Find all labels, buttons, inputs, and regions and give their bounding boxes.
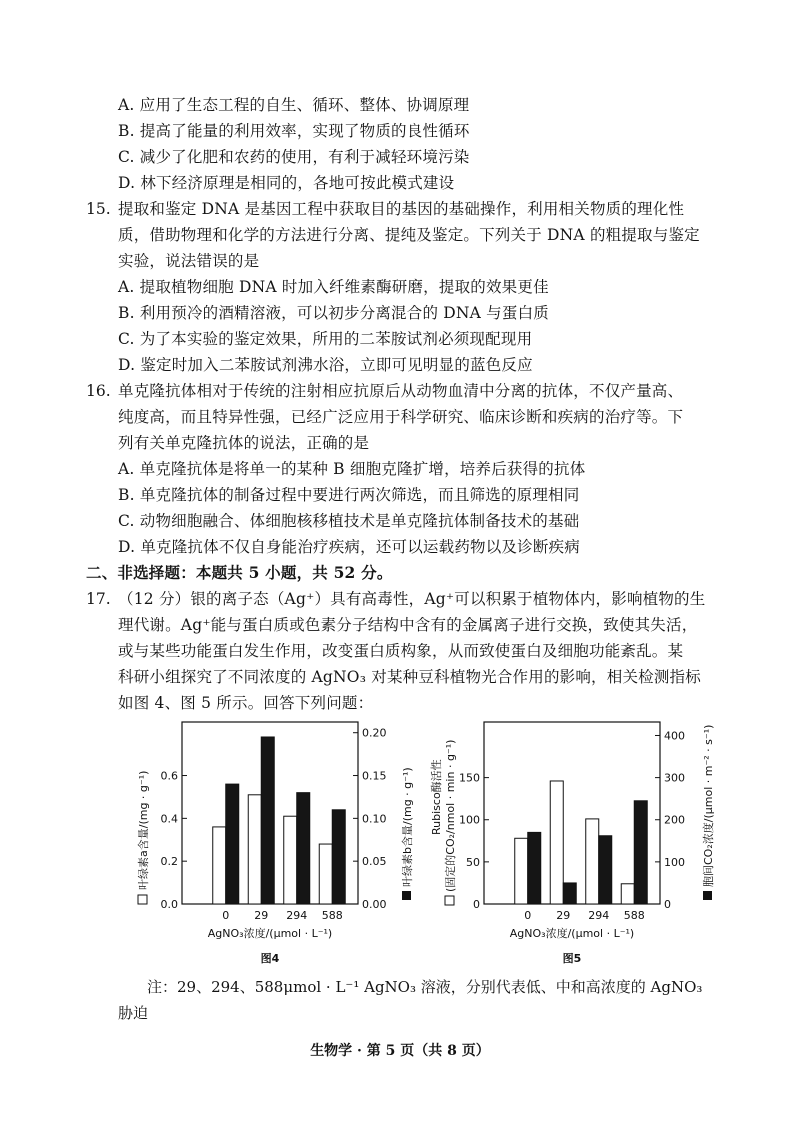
note-line-2: 胁迫 xyxy=(118,1004,149,1022)
q16-option-c: C. 动物细胞融合、体细胞核移植技术是单克隆抗体制备技术的基础 xyxy=(118,512,580,530)
fig5-left-ylabel-group xyxy=(429,740,457,905)
fig5-bar-left-0 xyxy=(515,838,528,904)
fig4-left-tick-label: 0.6 xyxy=(160,769,178,783)
q15-number: 15. xyxy=(86,200,111,218)
fig4-legend-black xyxy=(402,891,411,900)
fig4-left-tick-label: 0.4 xyxy=(160,812,178,826)
q17-stem-2: 理代谢。Ag⁺能与蛋白质或色素分子结构中含有的金属离子进行交换，致使其失活， xyxy=(118,616,698,634)
q15-stem-1: 提取和鉴定 DNA 是基因工程中获取目的基因的基础操作，利用相关物质的理化性 xyxy=(118,200,685,218)
fig5-left-ylabel: (固定的CO₂/nmol · min · g⁻¹) xyxy=(444,739,457,892)
fig4-bar-left-29 xyxy=(248,795,261,904)
fig4-left-tick-label: 0.2 xyxy=(160,855,178,869)
fig4-right-tick-label: 0.20 xyxy=(362,726,387,740)
fig5-left-tick-label: 150 xyxy=(459,771,480,785)
fig4-right-ylabel: 叶绿素b含量/(mg · g⁻¹) xyxy=(401,767,414,887)
fig4-category-label: 294 xyxy=(286,909,308,922)
fig4-bar-left-0 xyxy=(213,827,226,904)
fig4-xlabel: AgNO₃浓度/(μmol · L⁻¹) xyxy=(207,927,333,940)
fig5-left-tick-label: 0 xyxy=(473,898,480,911)
fig5-right-ylabel: 胞间CO₂浓度/(μmol · m⁻² · s⁻¹) xyxy=(702,724,715,887)
q16-stem-2: 纯度高，而且特异性强，已经广泛应用于科学研究、临床诊断和疾病的治疗等。下 xyxy=(118,408,684,426)
fig5-category-label: 294 xyxy=(588,909,610,922)
fig5-category-label: 0 xyxy=(524,909,532,922)
fig4-right-tick-label: 0.10 xyxy=(362,812,387,826)
q16-stem-3: 列有关单克隆抗体的说法，正确的是 xyxy=(118,434,370,452)
q14-option-a: A. 应用了生态工程的自生、循环、整体、协调原理 xyxy=(118,96,470,114)
fig4-legend-white xyxy=(138,895,147,904)
fig5-plot-frame xyxy=(484,722,660,904)
fig5-category-label: 588 xyxy=(623,909,645,922)
q16-number: 16. xyxy=(86,382,111,400)
fig5-xlabel: AgNO₃浓度/(μmol · L⁻¹) xyxy=(509,927,635,940)
fig4-right-tick-label: 0.15 xyxy=(362,769,387,783)
q16-option-a: A. 单克隆抗体是将单一的某种 B 细胞克隆扩增，培养后获得的抗体 xyxy=(118,460,586,478)
fig4-category-label: 0 xyxy=(222,909,230,922)
fig4-category-label: 29 xyxy=(254,909,269,922)
fig5-right-ylabel-group xyxy=(701,725,715,900)
fig5-left-ylabel-top: Rubisco酶活性 xyxy=(430,759,443,835)
q17-stem-1: （12 分）银的离子态（Ag⁺）具有高毒性，Ag⁺可以积累于植物体内，影响植物的生 xyxy=(118,590,706,608)
fig5-legend-white xyxy=(445,896,454,905)
fig5-bar-left-29 xyxy=(550,781,563,904)
q16-option-b: B. 单克隆抗体的制备过程中要进行两次筛选，而且筛选的原理相同 xyxy=(118,486,580,504)
fig5-right-tick-label: 200 xyxy=(664,813,685,827)
fig5-legend-black xyxy=(703,891,712,900)
q16-stem-1: 单克隆抗体相对于传统的注射相应抗原后从动物血清中分离的抗体，不仅产量高、 xyxy=(118,382,684,400)
q17-stem-5: 如图 4、图 5 所示。回答下列问题： xyxy=(118,694,374,712)
section-heading: 二、非选择题：本题共 5 小题，共 52 分。 xyxy=(86,563,393,582)
fig4-bar-right-29 xyxy=(261,737,274,904)
fig4-left-ylabel: 叶绿素a含量/(mg · g⁻¹) xyxy=(137,770,150,890)
fig4-right-ylabel-group xyxy=(400,767,414,900)
fig5-bar-right-294 xyxy=(599,836,612,904)
fig5-right-tick-label: 400 xyxy=(664,729,685,743)
q17-stem-4: 科研小组探究了不同浓度的 AgNO₃ 对某种豆科植物光合作用的影响，相关检测指标 xyxy=(118,668,701,686)
fig5-right-tick-label: 0 xyxy=(664,898,671,911)
fig5-bar-right-29 xyxy=(563,883,576,904)
fig5-right-tick-label: 300 xyxy=(664,771,685,785)
q16-option-d: D. 单克隆抗体不仅自身能治疗疾病，还可以运载药物以及诊断疾病 xyxy=(118,538,580,556)
q15-stem-3: 实验，说法错误的是 xyxy=(118,252,260,270)
fig5-bar-left-294 xyxy=(586,819,599,904)
q17-number: 17. xyxy=(86,590,111,608)
fig4-right-tick-label: 0.05 xyxy=(362,855,387,869)
figure-4-chart xyxy=(136,722,414,965)
fig4-bar-right-294 xyxy=(297,793,310,904)
fig5-left-tick-label: 50 xyxy=(466,855,480,869)
q14-option-d: D. 林下经济原理是相同的，各地可按此模式建设 xyxy=(118,174,455,192)
fig5-bar-right-588 xyxy=(634,801,647,904)
fig4-caption: 图4 xyxy=(260,952,280,965)
figure-5-chart xyxy=(429,722,715,965)
fig4-category-label: 588 xyxy=(321,909,343,922)
fig4-left-tick-label: 0.0 xyxy=(160,898,178,911)
note-line-1: 注：29、294、588μmol · L⁻¹ AgNO₃ 溶液，分别代表低、中和高浓度的 AgNO₃ xyxy=(147,978,703,996)
q15-option-c: C. 为了本实验的鉴定效果，所用的二苯胺试剂必须现配现用 xyxy=(118,330,533,348)
q14-option-b: B. 提高了能量的利用效率，实现了物质的良性循环 xyxy=(118,122,470,140)
fig5-bar-left-588 xyxy=(621,884,634,904)
fig4-bar-left-294 xyxy=(284,816,297,904)
q17-stem-3: 或与某些功能蛋白发生作用，改变蛋白质构象，从而致使蛋白及细胞功能紊乱。某 xyxy=(118,642,684,660)
fig4-right-tick-label: 0.00 xyxy=(362,898,387,911)
q15-option-a: A. 提取植物细胞 DNA 时加入纤维素酶研磨，提取的效果更佳 xyxy=(118,278,549,296)
fig4-bar-right-588 xyxy=(332,810,345,904)
fig5-category-label: 29 xyxy=(556,909,571,922)
fig5-caption: 图5 xyxy=(562,952,582,965)
fig4-bar-right-0 xyxy=(226,784,239,904)
fig5-right-tick-label: 100 xyxy=(664,855,685,869)
fig4-left-ylabel-group xyxy=(136,771,150,904)
fig5-bar-right-0 xyxy=(528,832,541,904)
q14-option-c: C. 减少了化肥和农药的使用，有利于减轻环境污染 xyxy=(118,148,470,166)
page-footer: 生物学 · 第 5 页（共 8 页） xyxy=(310,1043,490,1059)
fig5-left-tick-label: 100 xyxy=(459,813,480,827)
q15-stem-2: 质，借助物理和化学的方法进行分离、提纯及鉴定。下列关于 DNA 的粗提取与鉴定 xyxy=(118,226,700,244)
q15-option-b: B. 利用预冷的酒精溶液，可以初步分离混合的 DNA 与蛋白质 xyxy=(118,304,549,322)
fig4-bar-left-588 xyxy=(319,844,332,904)
q15-option-d: D. 鉴定时加入二苯胺试剂沸水浴，立即可见明显的蓝色反应 xyxy=(118,356,533,374)
